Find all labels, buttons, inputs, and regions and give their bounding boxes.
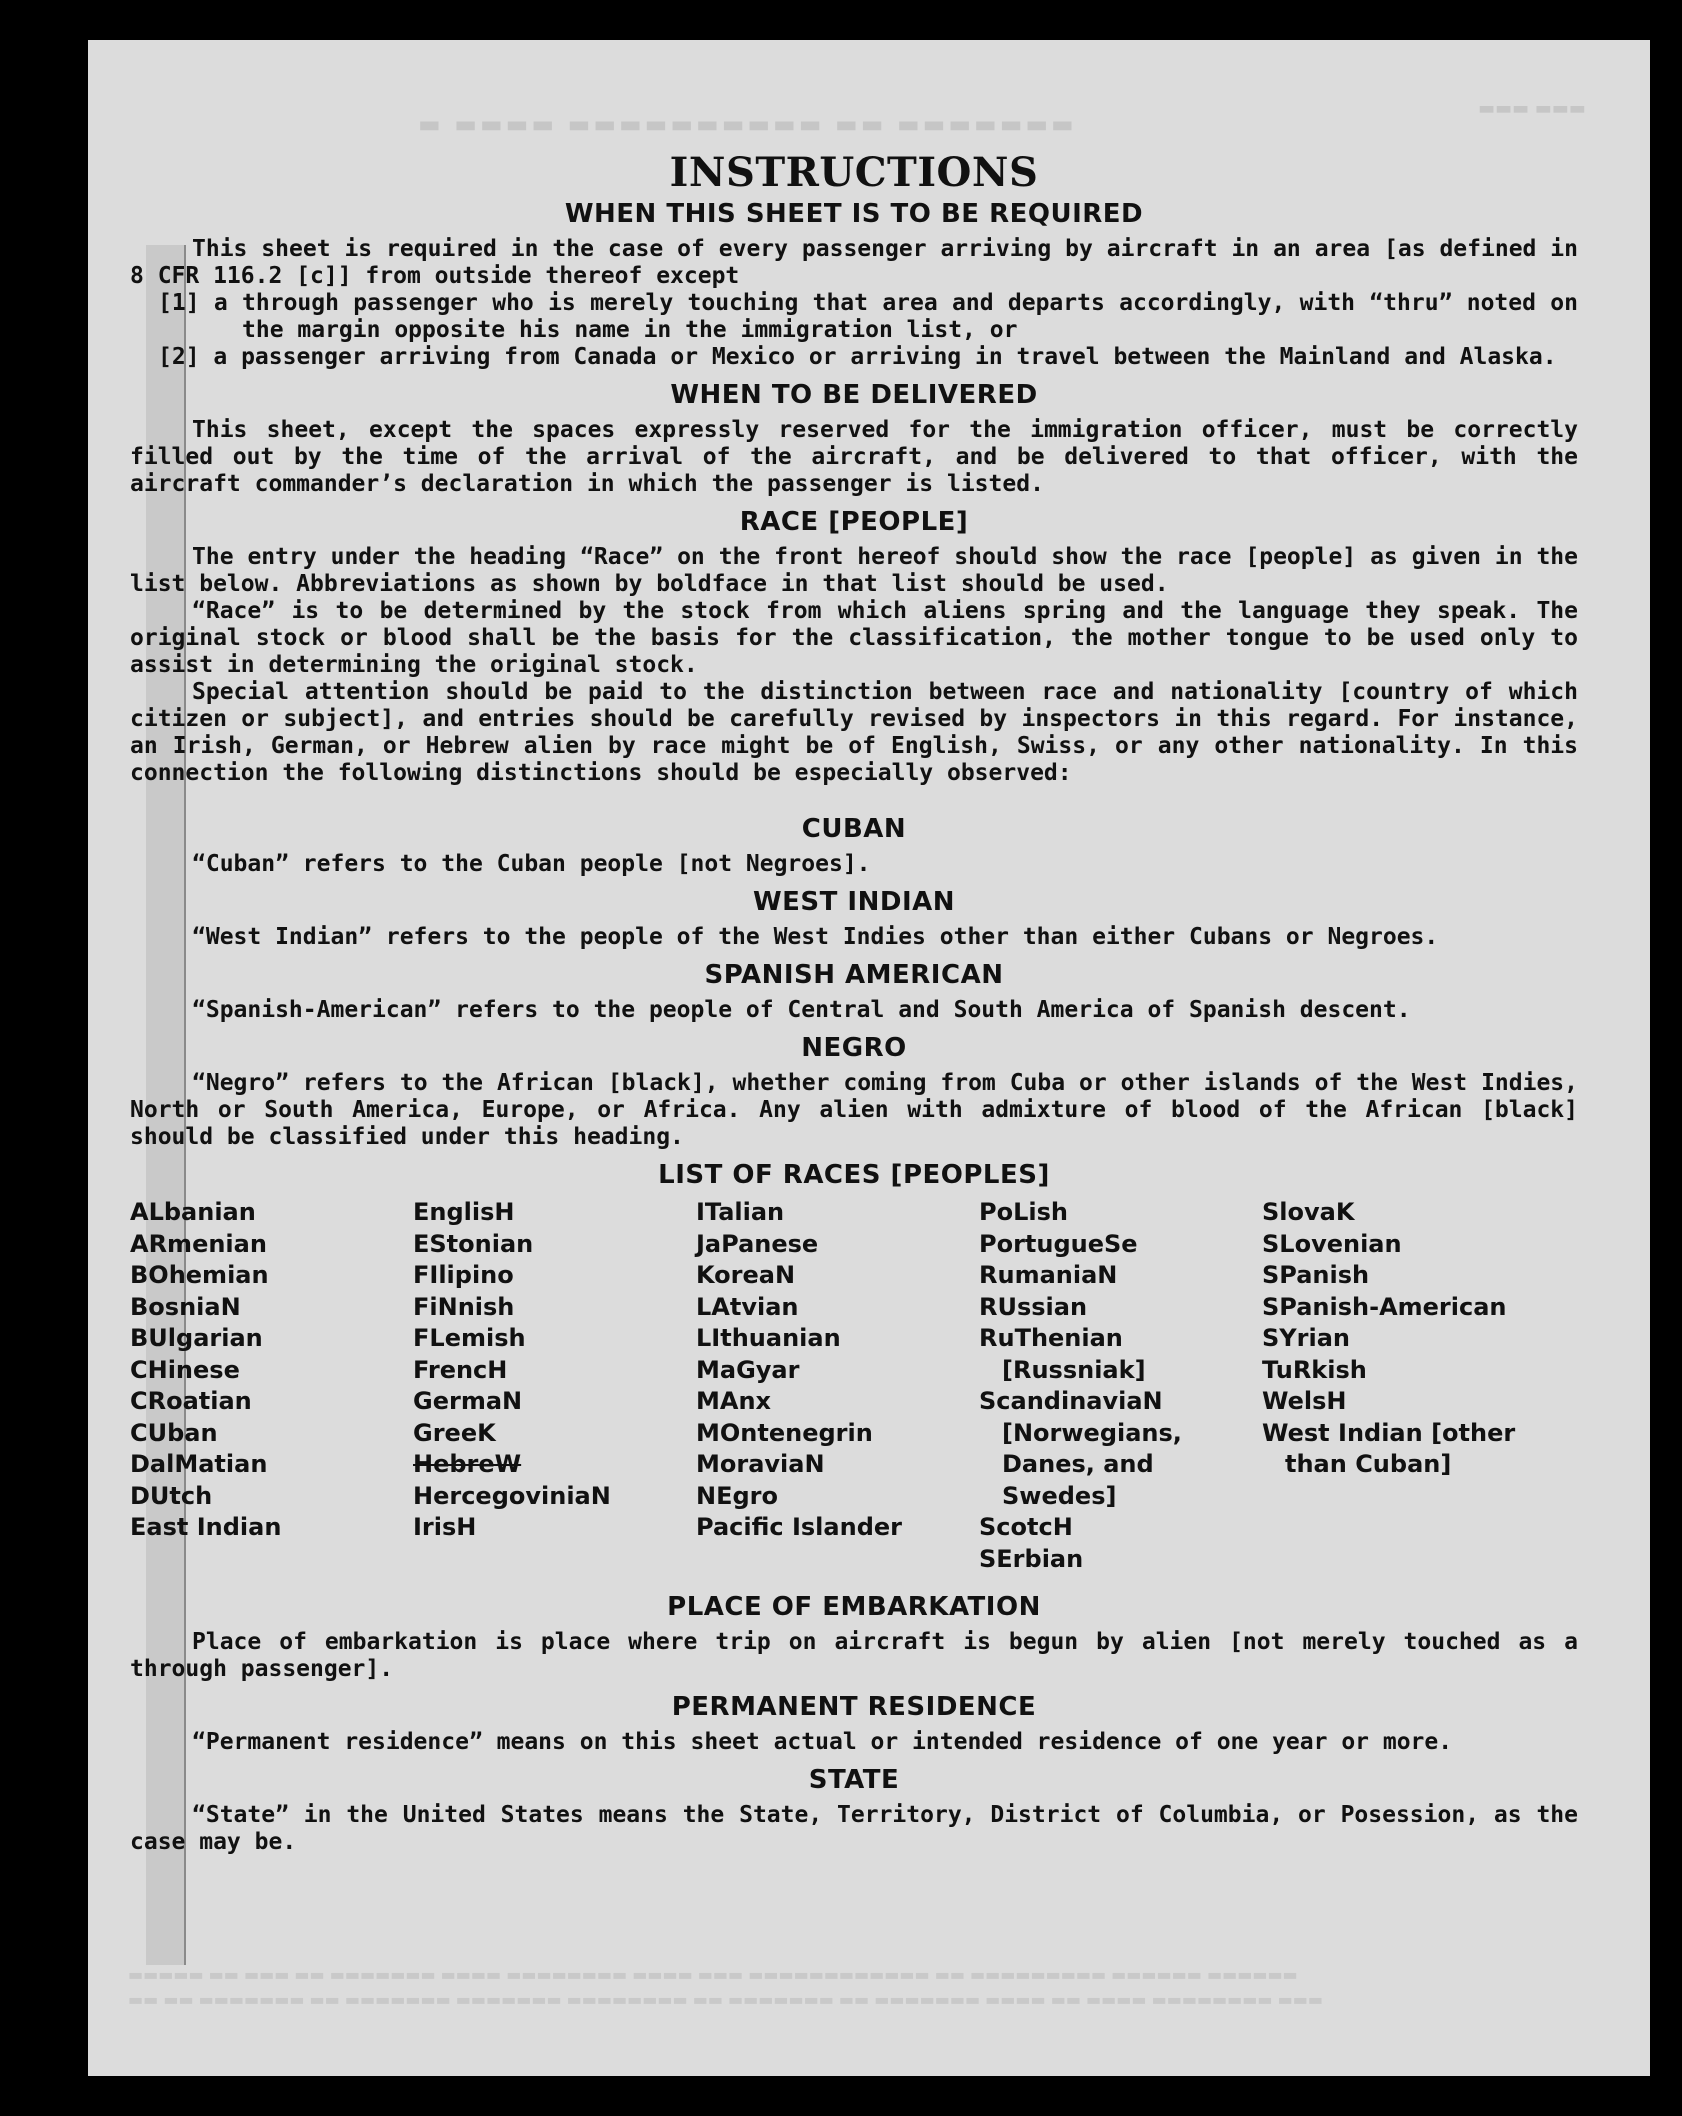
race-entry: IrisH — [413, 1513, 477, 1541]
race-entry: RuThenian [Russniak] — [979, 1324, 1146, 1384]
heading-race: RACE [PEOPLE] — [739, 507, 969, 537]
race-entry: MaGyar — [696, 1355, 800, 1384]
negro-text: “Negro” refers to the African [black], whether coming from Cuba or other islands of the West Indies, North or South America, Europe, or Africa. Any alien with admixture of blood of the African [black] should be classified under this heading. — [130, 1070, 1578, 1150]
race-column-3 — [696, 1197, 979, 1575]
race-entry: SlovaK — [1262, 1198, 1355, 1226]
race-column-4 — [979, 1197, 1262, 1575]
race-entry: MAnx — [696, 1387, 772, 1415]
required-intro: This sheet is required in the case of every passenger arriving by aircraft in an area [as defined in 8 CFR 116.2 [c]] from outside thereof except — [130, 236, 1578, 289]
race-entry: FIlipino — [413, 1261, 514, 1289]
race-entry: BosniaN — [130, 1292, 241, 1321]
heading-place-of-embarkation: PLACE OF EMBARKATION — [667, 1592, 1041, 1622]
race-entry: GermaN — [413, 1387, 523, 1415]
heading-west-indian: WEST INDIAN — [752, 887, 956, 917]
race-entry: LIthuanian — [696, 1324, 841, 1352]
state-text: “State” in the United States means the State, Territory, District of Columbia, or Posession, as the case may be. — [130, 1802, 1578, 1855]
cuban-text: “Cuban” refers to the Cuban people [not Negroes]. — [192, 851, 871, 877]
heading-permanent-residence: PERMANENT RESIDENCE — [671, 1692, 1037, 1722]
residence-text: “Permanent residence” means on this sheet actual or intended residence of one year or more. — [192, 1729, 1453, 1755]
heading-list-of-races: LIST OF RACES [PEOPLES] — [658, 1160, 1050, 1190]
race-entry: HebreW — [413, 1450, 522, 1478]
race-entry: SPanish — [1262, 1261, 1370, 1289]
show-through-form-number: ▬▬▬ ▬▬▬ — [1478, 98, 1586, 119]
show-through-footer-1: ▬▬▬▬▬ ▬▬ ▬▬▬ ▬▬ ▬▬▬▬▬▬▬ ▬▬▬▬ ▬▬▬▬▬▬▬▬ ▬▬▬▬ ▬▬▬ ▬▬▬▬▬▬▬▬▬▬▬▬ ▬▬ ▬▬▬▬▬▬▬▬▬ ▬▬▬▬▬▬ ▬▬▬▬▬▬ — [128, 1965, 1298, 1984]
race-entry: PoLish — [979, 1198, 1068, 1226]
race-entry: EStonian — [413, 1229, 534, 1258]
race-entry: RumaniaN — [979, 1261, 1118, 1289]
instructions-content — [130, 150, 1578, 1856]
race-entry: CHinese — [130, 1355, 240, 1384]
race-entry: GreeK — [413, 1418, 496, 1447]
page-title: INSTRUCTIONS — [669, 149, 1039, 196]
show-through-footer-2: ▬▬ ▬▬ ▬▬▬▬▬▬▬ ▬▬ ▬▬▬▬▬▬▬ ▬▬▬▬▬▬▬ ▬▬▬▬▬▬▬▬ ▬▬ ▬▬▬▬▬▬▬ ▬▬ ▬▬▬▬▬▬▬ ▬▬▬▬ ▬▬ ▬▬▬▬ ▬▬▬▬▬▬▬▬ ▬▬▬ — [128, 1990, 1323, 2009]
race-entry: CRoatian — [130, 1387, 252, 1415]
delivered-text: This sheet, except the spaces expressly reserved for the immigration officer, must be correctly filled out by the time of the arrival of the aircraft, and be delivered to that officer, with the aircraft commander’s declaration in which the passenger is listed. — [130, 417, 1578, 497]
west-indian-text: “West Indian” refers to the people of the West Indies other than either Cubans or Negroes. — [192, 924, 1439, 950]
race-entry: ITalian — [696, 1198, 785, 1226]
race-entry: East Indian — [130, 1513, 282, 1541]
race-entry: ARmenian — [130, 1229, 267, 1258]
race-entry: SLovenian — [1262, 1229, 1402, 1258]
race-paragraph-3: Special attention should be paid to the distinction between race and nationality [country of which citizen or subject], and entries should be carefully revised by inspectors in this regard. For instance, an Irish, German, or Hebrew alien by race might be of English, Swiss, or any other nationality. In this connection the following distinctions should be especially observed: — [130, 679, 1578, 786]
embarkation-text: Place of embarkation is place where trip on aircraft is begun by alien [not merely touched as a through passenger]. — [130, 1629, 1578, 1682]
race-entry: WelsH — [1262, 1387, 1347, 1415]
race-entry: DUtch — [130, 1481, 213, 1510]
heading-state: STATE — [808, 1765, 900, 1795]
race-entry: DalMatian — [130, 1450, 268, 1478]
race-entry: KoreaN — [696, 1261, 796, 1289]
race-entry: EnglisH — [413, 1198, 515, 1226]
race-entry: BOhemian — [130, 1261, 269, 1289]
race-entry: LAtvian — [696, 1292, 799, 1321]
race-entry: West Indian [other than Cuban] — [1262, 1418, 1516, 1478]
race-paragraph-1: The entry under the heading “Race” on the front hereof should show the race [people] as given in the list below. Abbreviations as shown by boldface in that list should be used. — [130, 544, 1578, 597]
race-paragraph-2: “Race” is to be determined by the stock from which aliens spring and the language they speak. The original stock or blood shall be the basis for the classification, the mother tongue to be used only to assist in determining the original stock. — [130, 598, 1578, 678]
race-column-1 — [130, 1197, 413, 1575]
race-column-2 — [413, 1197, 696, 1575]
race-entry: SErbian — [979, 1544, 1084, 1573]
heading-when-delivered: WHEN TO BE DELIVERED — [670, 380, 1038, 410]
race-entry: CUban — [130, 1418, 218, 1447]
heading-negro: NEGRO — [801, 1033, 907, 1063]
race-entry: JaPanese — [696, 1229, 819, 1258]
race-entry: BUlgarian — [130, 1324, 263, 1352]
race-entry: PortugueSe — [979, 1229, 1138, 1258]
race-entry: TuRkish — [1262, 1355, 1367, 1384]
race-list — [130, 1197, 1578, 1575]
race-entry: MoraviaN — [696, 1450, 825, 1478]
race-entry: ScotcH — [979, 1513, 1073, 1541]
document-page — [88, 40, 1650, 2076]
heading-spanish-american: SPANISH AMERICAN — [704, 960, 1004, 990]
race-entry: FiNnish — [413, 1292, 515, 1321]
required-exception-1: [1] a through passenger who is merely touching that area and departs accordingly, with “thru” noted on the margin opposite his name in the immigration list, or — [158, 290, 1578, 343]
race-column-5 — [1262, 1197, 1562, 1575]
race-entry: SYrian — [1262, 1324, 1351, 1352]
race-entry: HercegoviniaN — [413, 1481, 611, 1510]
show-through-header: ▬ ▬▬▬▬ ▬▬▬▬▬▬▬▬▬▬ ▬▬ ▬▬▬▬▬▬▬ — [418, 110, 1077, 138]
race-entry: FLemish — [413, 1324, 526, 1352]
race-entry: FrencH — [413, 1355, 508, 1384]
race-entry: RUssian — [979, 1292, 1088, 1321]
race-entry: NEgro — [696, 1481, 778, 1510]
required-exception-2: [2] a passenger arriving from Canada or Mexico or arriving in travel between the Mainland and Alaska. — [158, 344, 1557, 370]
spanish-american-text: “Spanish-American” refers to the people of Central and South America of Spanish descent. — [192, 997, 1411, 1023]
heading-cuban: CUBAN — [801, 814, 907, 844]
race-entry: MOntenegrin — [696, 1418, 873, 1447]
race-entry: Pacific Islander — [696, 1513, 902, 1541]
race-entry: ScandinaviaN [Norwegians, Danes, and Swedes] — [979, 1387, 1182, 1510]
heading-when-required: WHEN THIS SHEET IS TO BE REQUIRED — [564, 199, 1144, 229]
race-entry: ALbanian — [130, 1198, 256, 1226]
race-entry: SPanish-American — [1262, 1292, 1507, 1321]
